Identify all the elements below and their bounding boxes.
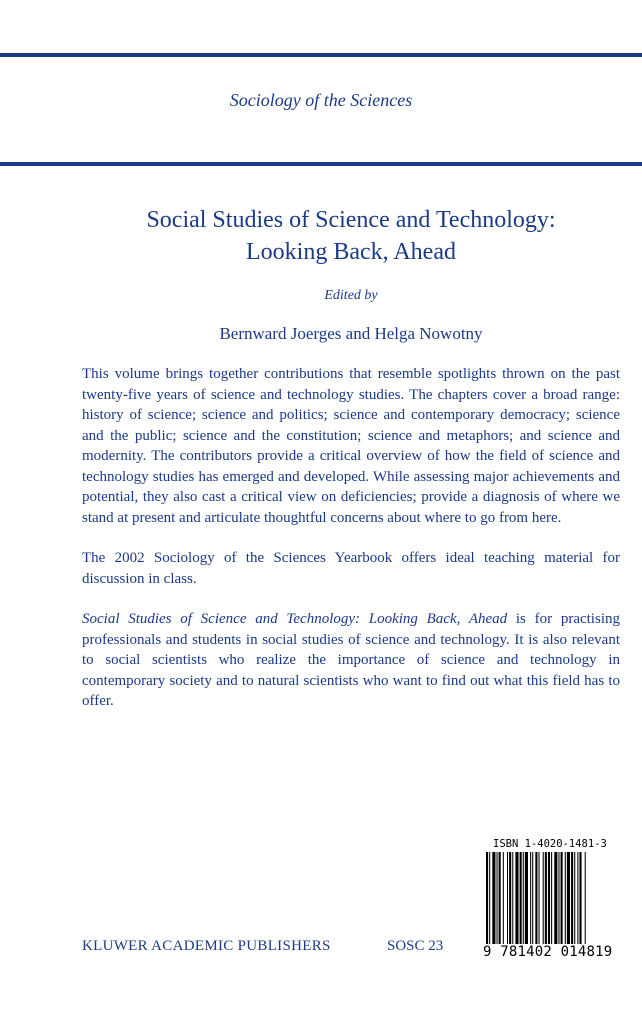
barcode-bar [539,852,540,944]
barcode-bar [585,852,586,944]
editors-names: Bernward Joerges and Helga Nowotny [219,324,483,343]
barcode-bar [532,852,533,944]
barcode-bar [567,852,570,944]
barcode-bar [548,852,550,944]
barcode-bar [558,852,559,944]
barcode-bar [489,852,490,944]
barcode-bar [512,852,513,944]
publisher-name: KLUWER ACADEMIC PUBLISHERS [82,938,331,954]
barcode-bar [499,852,501,944]
barcode-bar [507,852,508,944]
barcode-bar [520,852,522,944]
barcode-bar [530,852,531,944]
barcode-bar [525,852,528,944]
bottom-rule [0,162,642,166]
barcode-bar [486,852,488,944]
series-code: SOSC 23 [387,938,444,954]
barcode-bar [492,852,495,944]
top-rule [0,53,642,57]
barcode-bar [545,852,547,944]
edited-by-label: Edited by [324,288,378,303]
description-body [82,364,620,732]
barcode-bar [574,852,575,944]
barcode-icon [484,852,624,948]
barcode-bar [535,852,537,944]
barcode-digits: 9 781402 014819 [483,944,623,960]
barcode-bar [579,852,581,944]
barcode-bar [523,852,524,944]
book-title-line1: Social Studies of Science and Technology: [146,207,556,233]
barcode-bar [571,852,573,944]
barcode-bar [543,852,544,944]
barcode-bar [503,852,504,944]
barcode-bar [577,852,578,944]
barcode-bar [554,852,557,944]
isbn-label: ISBN 1-4020-1481-3 [493,838,607,850]
description-paragraph-3 [82,609,620,712]
description-paragraph-1: This volume brings together contributions that resemble spotlights thrown on the past twenty-five years of science and technology studies. The chapters cover a broad range: history of science; science and politics; science and contemporary democracy; science and the public; science and the constitution; science and metaphors; and science and modernity. The contributors provide a critical overview of how the field of science and technology studies has emerged and developed. While assessing major achievements and potential, they also cast a critical view on deficiencies; provide a diagnosis of where we stand at present and articulate thoughtful concerns about where to go from here. [82,366,620,526]
barcode-bar [561,852,563,944]
barcode-bar [509,852,511,944]
paragraph-3-book-title: Social Studies of Science and Technology: Looking Back, Ahead [82,611,508,627]
series-title: Sociology of the Sciences [229,90,413,110]
book-title [0,204,642,268]
description-paragraph-2: The 2002 Sociology of the Sciences Yearbook offers ideal teaching material for discussion in class. [82,550,620,587]
barcode-bar [515,852,518,944]
book-title-line2: Looking Back, Ahead [246,239,456,265]
barcode-bar [565,852,566,944]
paragraph-3-text: is for practising professionals and students in social studies of science and technology. It is also relevant to social scientists who realize the importance of science and technology in contemporary society and to natural scientists who want to find out what this field has to offer. [82,611,620,709]
barcode-bar [497,852,498,944]
barcode-bar [551,852,552,944]
